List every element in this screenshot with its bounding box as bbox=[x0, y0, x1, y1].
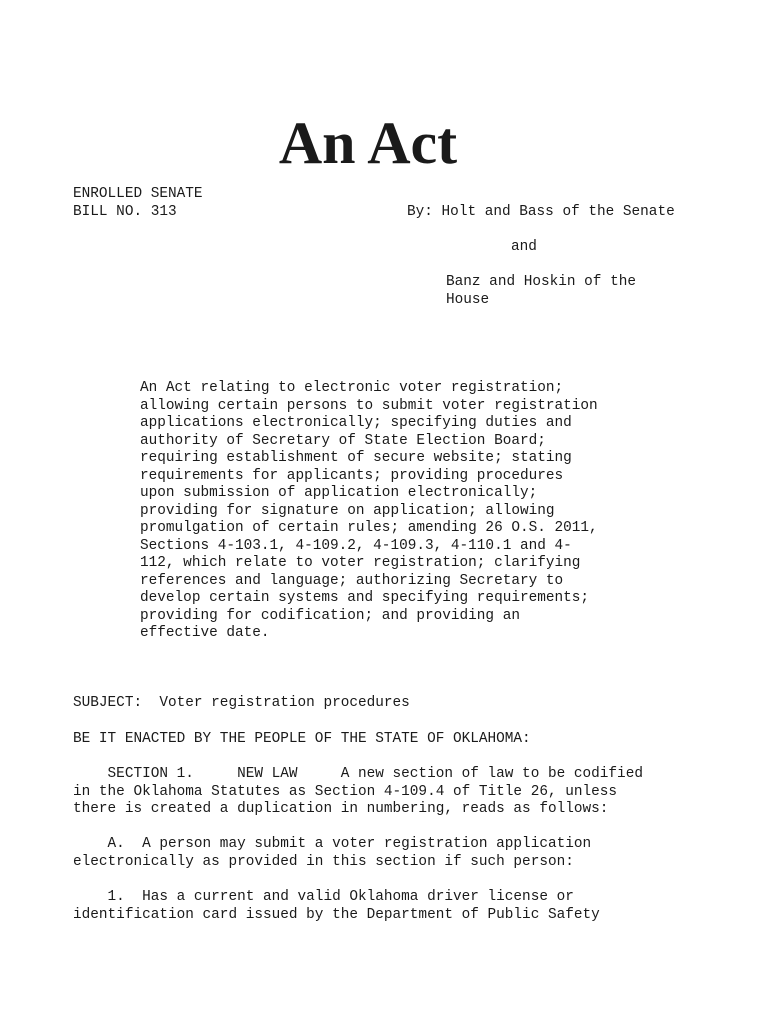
act-summary-line: providing for signature on application; allowing bbox=[140, 502, 555, 519]
item-1-line: identification card issued by the Department of Public Safety bbox=[73, 906, 600, 923]
act-summary-line: Sections 4-103.1, 4-109.2, 4-109.3, 4-110.1 and 4- bbox=[140, 537, 572, 554]
act-summary-line: upon submission of application electronically; bbox=[140, 485, 538, 501]
subsection-a-line: A. A person may submit a voter registration application bbox=[73, 836, 592, 852]
act-summary-line: promulgation of certain rules; amending 26 O.S. 2011, bbox=[140, 520, 598, 536]
act-title: An Act bbox=[278, 110, 458, 176]
subsection-a-line: electronically as provided in this section if such person: bbox=[73, 853, 574, 870]
bill-number: BILL NO. 313 bbox=[73, 204, 177, 220]
senate-sponsors: By: Holt and Bass of the Senate bbox=[407, 204, 675, 220]
act-summary-line: applications electronically; specifying duties and bbox=[140, 415, 572, 431]
act-summary-line: authority of Secretary of State Election Board; bbox=[140, 432, 546, 449]
section-1-line: SECTION 1. NEW LAW A new section of law to be codified bbox=[73, 766, 643, 782]
act-summary-line: providing for codification; and providing an bbox=[140, 607, 520, 624]
subject-line: SUBJECT: Voter registration procedures bbox=[73, 695, 410, 711]
act-summary-line: allowing certain persons to submit voter registration bbox=[140, 397, 598, 414]
act-summary-line: develop certain systems and specifying requirements; bbox=[140, 590, 590, 606]
house-sponsors-line2: House bbox=[446, 292, 490, 308]
sponsor-conjunction: and bbox=[511, 239, 537, 255]
act-summary-line: references and language; authorizing Secretary to bbox=[140, 572, 564, 589]
item-1-line: 1. Has a current and valid Oklahoma driver license or bbox=[73, 889, 574, 905]
house-sponsors-line1: Banz and Hoskin of the bbox=[446, 274, 636, 290]
bill-label-line1: ENROLLED SENATE bbox=[73, 186, 203, 202]
act-summary-line: requirements for applicants; providing procedures bbox=[140, 467, 564, 484]
act-summary-line: requiring establishment of secure website; stating bbox=[140, 450, 572, 466]
act-summary-line: 112, which relate to voter registration; clarifying bbox=[140, 555, 581, 571]
section-1-line: in the Oklahoma Statutes as Section 4-109.4 of Title 26, unless bbox=[73, 783, 618, 800]
section-1-line: there is created a duplication in numbering, reads as follows: bbox=[73, 801, 609, 817]
enacting-clause: BE IT ENACTED BY THE PEOPLE OF THE STATE OF OKLAHOMA: bbox=[73, 731, 531, 747]
act-summary-line: An Act relating to electronic voter registration; bbox=[140, 380, 564, 396]
act-summary-line: effective date. bbox=[140, 625, 270, 641]
